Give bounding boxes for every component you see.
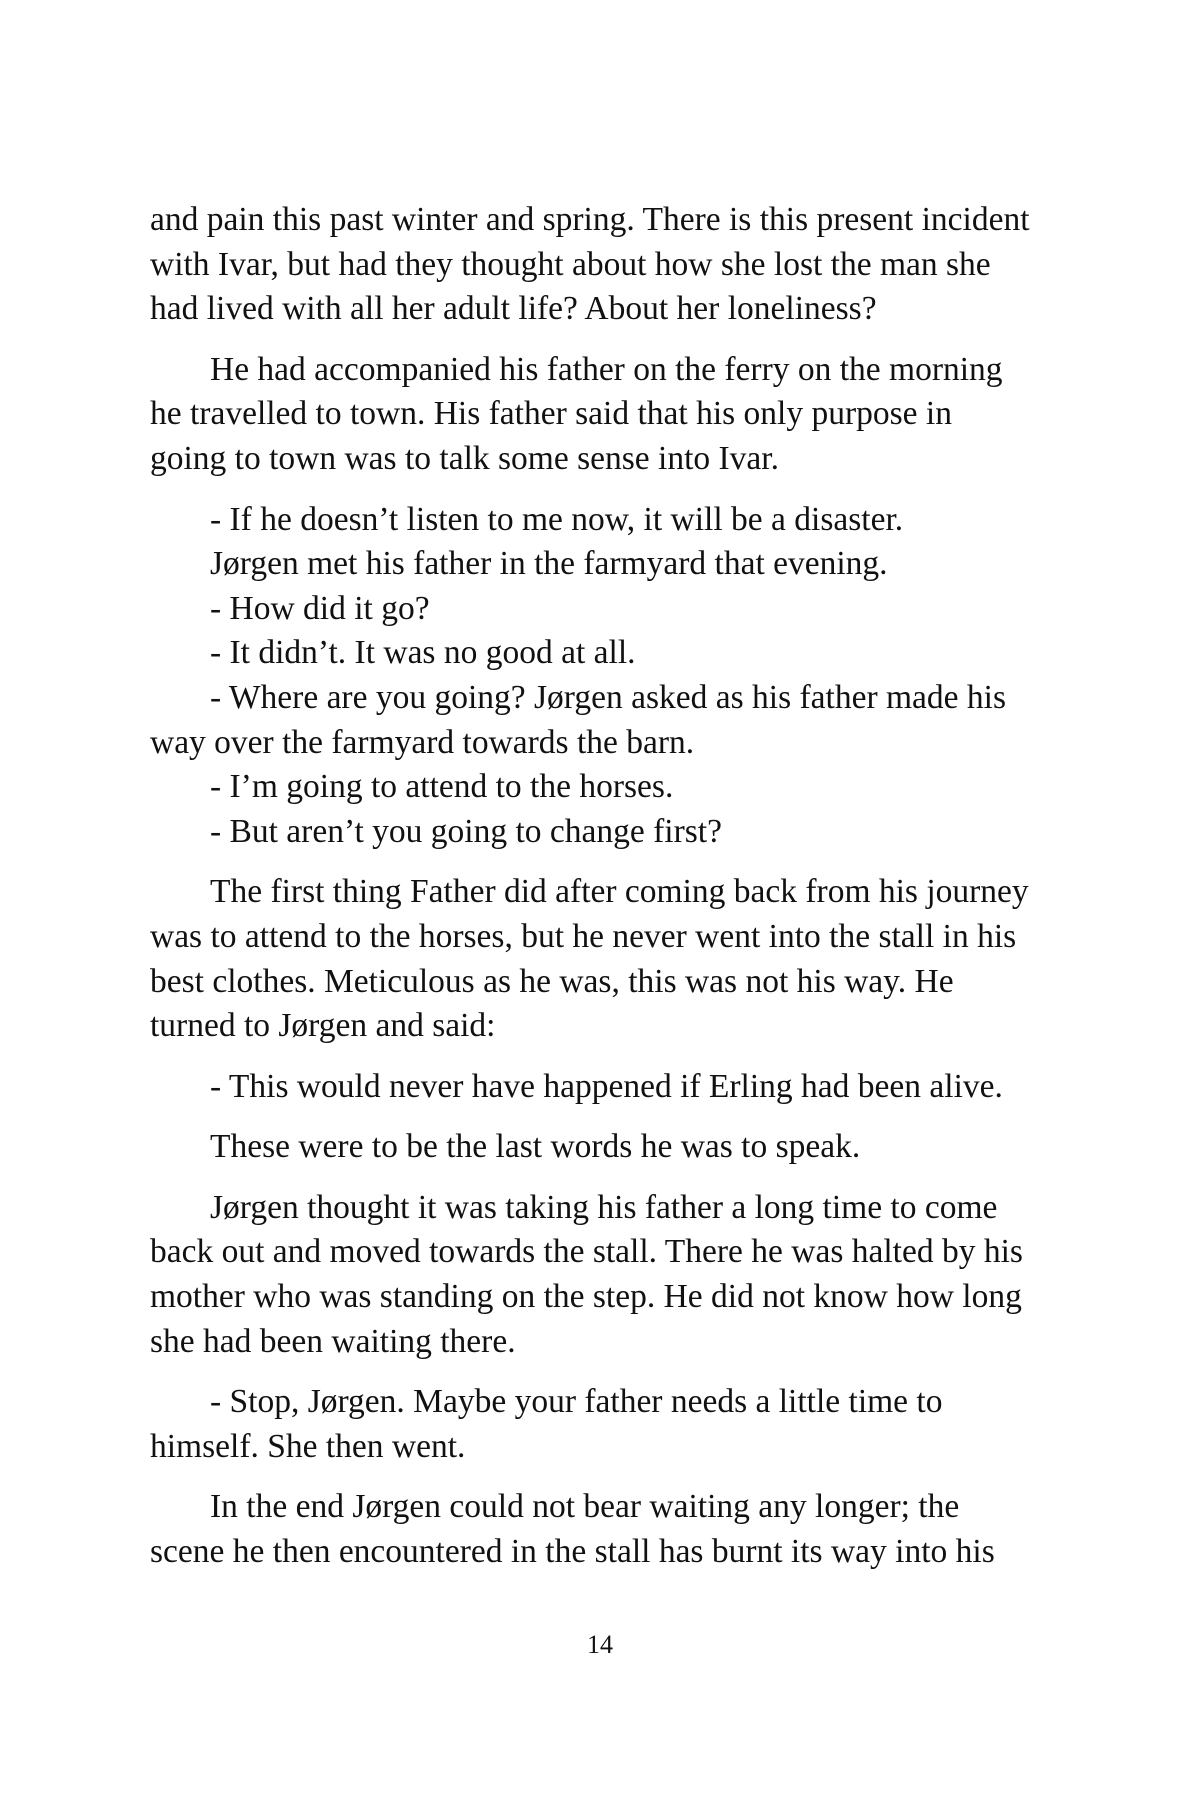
dialogue-line: - But aren’t you going to change first? bbox=[210, 812, 722, 850]
dialogue-line: - How did it go? bbox=[210, 589, 430, 627]
paragraph: He had accompanied his father on the ferry on the morning he travelled to town. His father said that his only purpose in going to town was to talk some sense into Ivar. bbox=[150, 350, 1003, 477]
dialogue-line: - This would never have happened if Erling had been alive. bbox=[210, 1067, 1003, 1105]
paragraph: In the end Jørgen could not bear waiting any longer; the scene he then encountered in the stall has burnt its way into his bbox=[150, 1488, 995, 1571]
paragraph: The first thing Father did after coming back from his journey was to attend to the horses, but he never went into the stall in his best clothes. Meticulous as he was, this was not his way. He turned to Jørgen and said: bbox=[150, 873, 1029, 1045]
paragraph: Jørgen thought it was taking his father a long time to come back out and moved towards the stall. There he was halted by his mother who was standing on the step. He did not know how long she had been waiting there. bbox=[150, 1188, 1023, 1360]
paragraph: Jørgen met his father in the farmyard that evening. bbox=[210, 545, 888, 583]
paragraph-continuation: and pain this past winter and spring. There is this present incident with Ivar, but had they thought about how she lost the man she had lived with all her adult life? About her loneliness? bbox=[150, 201, 1030, 328]
page-number: 14 bbox=[587, 1630, 613, 1659]
dialogue-line: - I’m going to attend to the horses. bbox=[210, 768, 674, 806]
paragraph: These were to be the last words he was to speak. bbox=[210, 1128, 861, 1166]
dialogue-line: - It didn’t. It was no good at all. bbox=[210, 634, 636, 672]
dialogue-line: - Where are you going? Jørgen asked as his father made his way over the farmyard towards the barn. bbox=[150, 678, 1006, 761]
body-text bbox=[150, 198, 1030, 1575]
dialogue-line: - Stop, Jørgen. Maybe your father needs a little time to himself. She then went. bbox=[150, 1383, 943, 1465]
dialogue-line: - If he doesn’t listen to me now, it will be a disaster. bbox=[210, 500, 904, 538]
